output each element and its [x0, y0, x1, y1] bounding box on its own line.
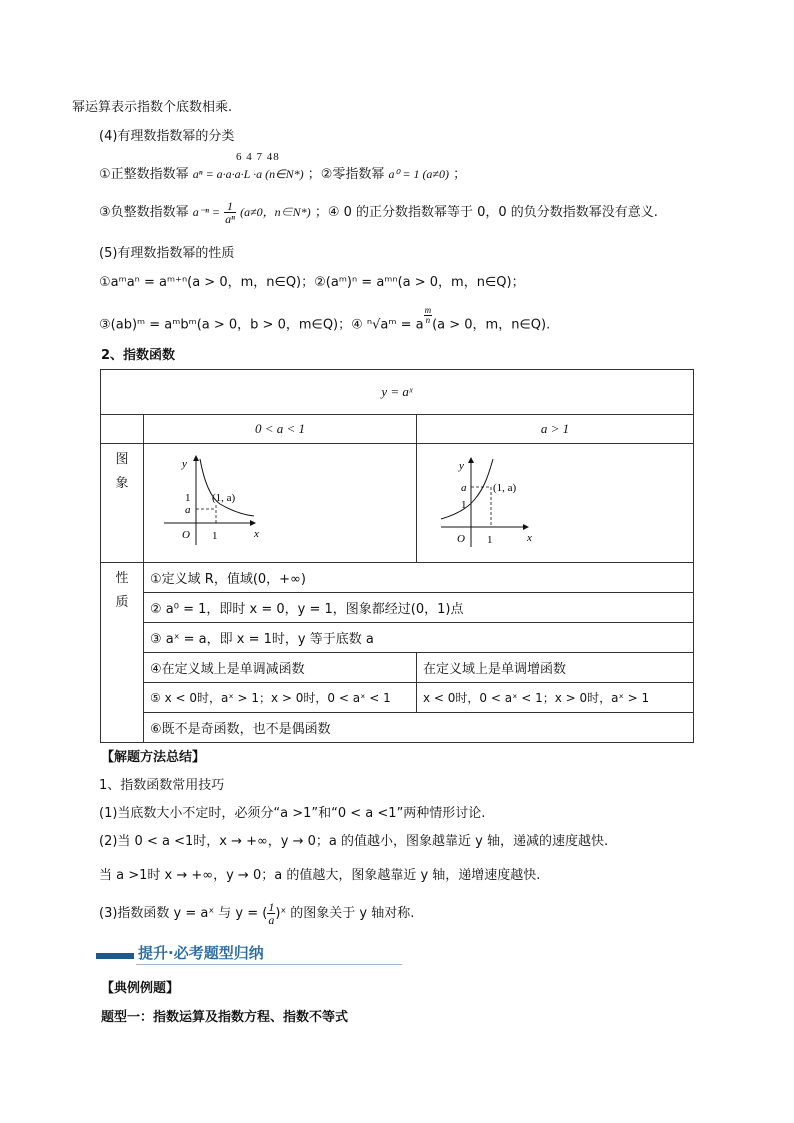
s5-p1: ①aᵐaⁿ = aᵐ⁺ⁿ(a > 0，m，n∈Q)；②(aᵐ)ⁿ = aᵐⁿ(a > 0，m，n∈Q)；	[99, 275, 525, 290]
y-label: y	[182, 458, 187, 470]
x-label: x	[527, 532, 532, 544]
prop-label: 性质	[101, 563, 144, 743]
neg-tail: ；④ 0 的正分数指数幂等于 0，0 的负分数指数幂没有意义.	[314, 205, 658, 220]
graph-right-cell	[417, 444, 694, 563]
one-y-label: 1	[461, 499, 467, 511]
banner-underline	[136, 964, 402, 965]
origin-label: O	[457, 533, 465, 545]
methods-l3: 当 a >1时 x → +∞，y → 0；a 的值越大，图象越靠近 y 轴，递增速度越快.	[99, 868, 541, 883]
neg-fraction	[224, 200, 236, 225]
prop-r1: ①定义域 R，值域(0，+∞)	[144, 563, 694, 593]
p3-exp-num: m	[424, 305, 432, 315]
table-header: y = aˣ	[101, 370, 694, 415]
neg-label: ③负整数指数幂	[99, 205, 189, 220]
s5-p3-right: (a > 0，m，n∈Q).	[432, 317, 551, 333]
zero-formula: a⁰ = 1 (a≠0)	[388, 167, 450, 181]
col1-header: 0 < a < 1	[144, 415, 417, 444]
s4-heading: (4)有理数指数幂的分类	[99, 129, 235, 144]
graph-increasing	[431, 453, 541, 553]
methods-sub1: 1、指数函数常用技巧	[99, 778, 225, 793]
prop-r6: ⑥既不是奇函数，也不是偶函数	[144, 713, 694, 743]
exp-function-table	[100, 369, 694, 743]
col2-header: a > 1	[417, 415, 694, 444]
x-arrow-icon	[523, 524, 529, 530]
y-arrow-icon	[468, 457, 474, 463]
methods-l1: (1)当底数大小不定时，必须分“a >1”和“0 < a <1”两种情形讨论.	[99, 806, 486, 821]
section-banner	[96, 942, 406, 966]
x-arrow-icon	[250, 520, 256, 526]
banner-bar	[96, 953, 134, 959]
section2-title: 2、指数函数	[101, 348, 176, 363]
pos-label: ①正整数指数幂	[99, 167, 189, 182]
s4-line2	[99, 200, 658, 225]
p3-exp-den: n	[425, 315, 431, 325]
s4-tail: ；	[453, 167, 467, 182]
one-x-label: 1	[212, 530, 218, 542]
prop-r5-left: ⑤ x < 0时，aˣ > 1；x > 0时，0 < aˣ < 1	[144, 683, 417, 713]
decreasing-curve	[200, 459, 254, 516]
methods-title: 【解题方法总结】	[101, 750, 206, 765]
s5-heading: (5)有理数指数幂的性质	[99, 246, 235, 261]
one-y-label: 1	[185, 492, 191, 504]
type1-title: 题型一：指数运算及指数方程、指数不等式	[101, 1010, 349, 1025]
increasing-curve	[441, 459, 493, 519]
y-label: y	[459, 460, 464, 472]
examples-title: 【典例例题】	[101, 981, 180, 996]
methods-l4	[99, 901, 414, 926]
zero-label: ；②零指数幂	[307, 167, 385, 182]
graph-decreasing	[154, 453, 264, 553]
methods-l4-left: (3)指数函数 y = aˣ 与 y = (	[99, 906, 268, 921]
s5-p3	[99, 306, 550, 332]
x-label: x	[254, 528, 259, 540]
point-label: (1, a)	[493, 482, 517, 494]
l4-den: a	[268, 913, 275, 927]
methods-l4-right: )ˣ 的图象关于 y 轴对称.	[275, 906, 415, 921]
prop-r3: ③ aˣ = a，即 x = 1时，y 等于底数 a	[144, 623, 694, 653]
pos-formula: aⁿ = a·a·a·L ·a (n∈N*)	[192, 167, 304, 181]
one-x-label: 1	[487, 534, 493, 546]
prop-r4-left: ④在定义域上是单调减函数	[144, 653, 417, 683]
intro-line: 幂运算表示指数个底数相乘.	[72, 100, 233, 115]
prop-r5-right: x < 0时，0 < aˣ < 1；x > 0时，aˣ > 1	[417, 683, 694, 713]
s4-line1	[99, 163, 466, 182]
banner-text: 提升·必考题型归纳	[138, 944, 264, 962]
neg-formula-left: a⁻ⁿ =	[192, 205, 221, 219]
graph-left-cell	[144, 444, 417, 563]
neg-num: 1	[224, 200, 236, 213]
graph-label: 图象	[101, 444, 144, 563]
origin-label: O	[182, 529, 190, 541]
y-arrow-icon	[193, 455, 199, 461]
methods-l2: (2)当 0 < a <1时，x → +∞，y → 0；a 的值越小，图象越靠近 y 轴，递减的速度越快.	[99, 834, 609, 849]
neg-cond: (a≠0，n∈N*)	[240, 205, 311, 219]
neg-den: aⁿ	[225, 212, 235, 226]
overbrace-label: 6 4 7 48	[236, 151, 280, 163]
prop-r4-right: 在定义域上是单调增函数	[417, 653, 694, 683]
s5-p3-left: ③(ab)ᵐ = aᵐbᵐ(a > 0，b > 0，m∈Q)；④ ⁿ√aᵐ = a	[99, 317, 424, 333]
corner-cell	[101, 415, 144, 444]
point-label: (1, a)	[212, 492, 236, 504]
a-label: a	[461, 482, 467, 494]
p3-exponent	[424, 306, 433, 325]
prop-r2: ② a⁰ = 1，即时 x = 0，y = 1，图象都经过(0，1)点	[144, 593, 694, 623]
a-label: a	[185, 504, 191, 516]
l4-num: 1	[268, 900, 275, 914]
